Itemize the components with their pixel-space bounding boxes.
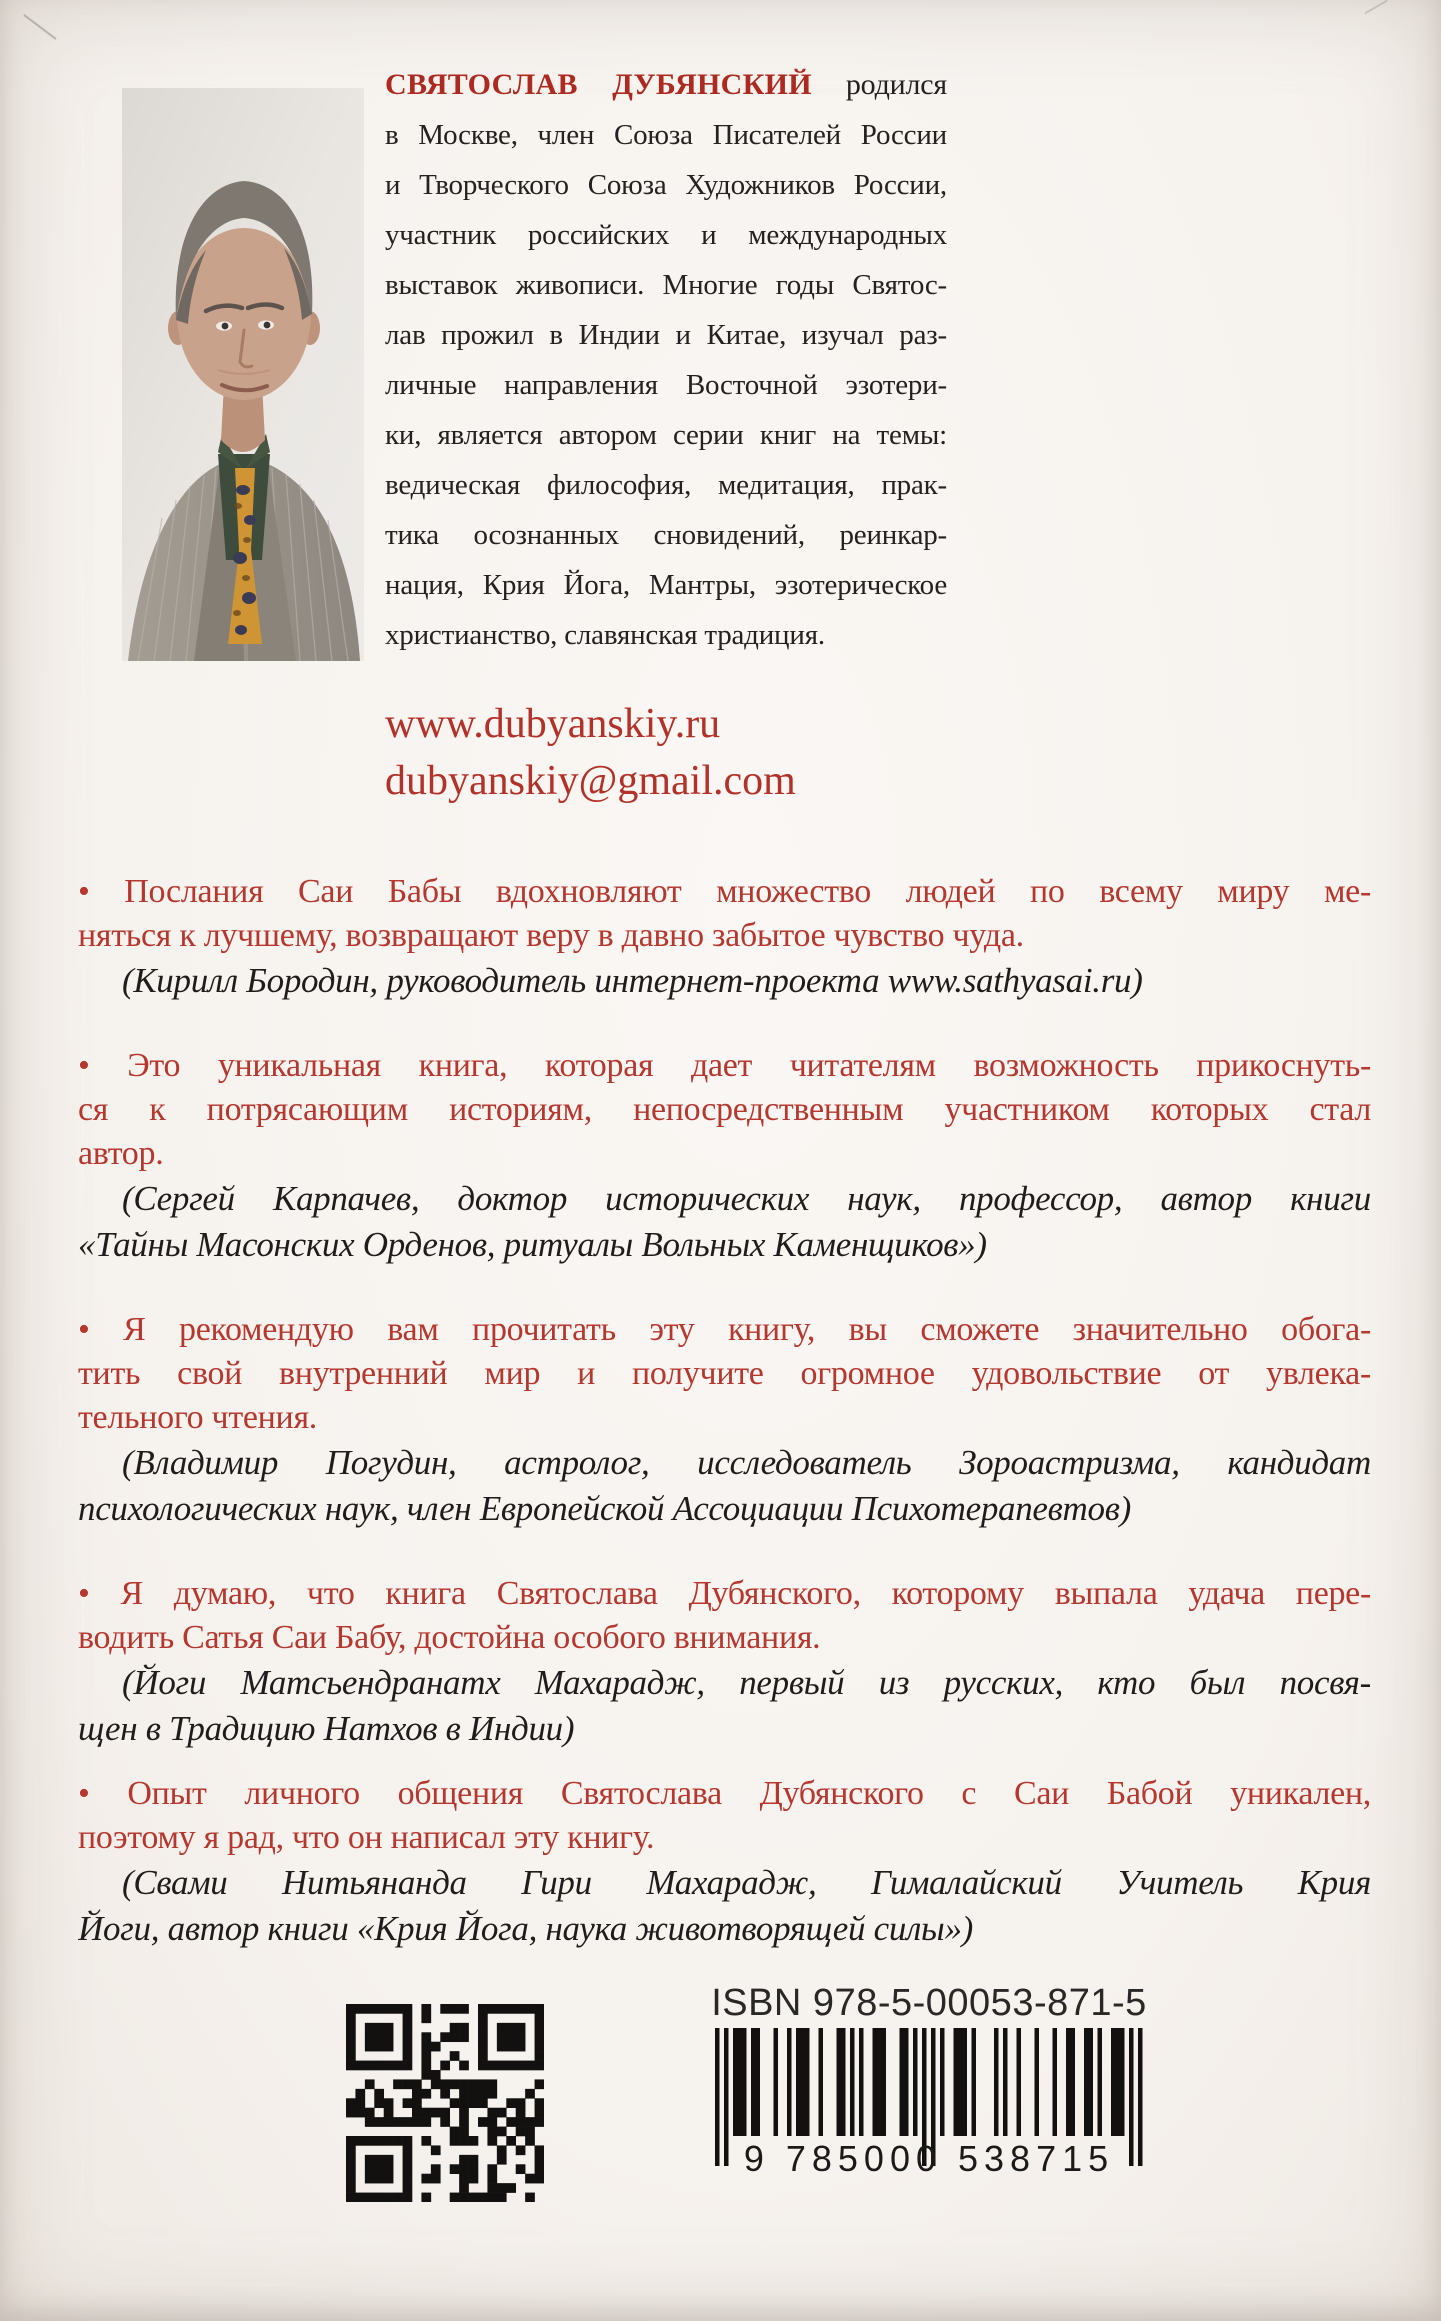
testimonial-attribution-line: (Владимир Погудин, астролог, исследователь Зороастризма, кандидат [122,1443,1371,1482]
testimonial [78,1044,1371,1268]
testimonial-quote-line: • Опыт личного общения Святослава Дубянского с Саи Бабой уникален, [78,1775,1371,1812]
isbn-label: ISBN 978-5-00053-871-5 [711,1982,1147,2024]
bio-line: выставок живописи. Многие годы Святос- [385,269,947,301]
testimonial-quote-line: автор. [78,1135,164,1172]
author-name: СВЯТОСЛАВ ДУБЯНСКИЙ [385,68,812,101]
bio-line: ки, является автором серии книг на темы: [385,419,947,451]
testimonial-quote-line: тить свой внутренний мир и получите огромное удовольствие от увлека- [78,1355,1371,1392]
bio-line: лав прожил в Индии и Китае, изучал раз- [385,319,947,351]
bio-title-line [385,60,947,110]
author-contacts [385,696,947,810]
testimonial-attribution-line: «Тайны Масонских Орденов, ритуалы Вольных Каменщиков») [78,1225,987,1264]
testimonial-attribution-line: (Сергей Карпачев, доктор исторических наук, профессор, автор книги [122,1179,1371,1218]
testimonial-quote-line: водить Сатья Саи Бабу, достойна особого внимания. [78,1619,821,1656]
bio-line: личные направления Восточной эзотери- [385,369,947,401]
testimonial-quote-line: ся к потрясающим историям, непосредственным участником которых стал [78,1091,1371,1128]
testimonials-list [78,870,1371,1952]
author-email-link[interactable]: dubyanskiy@gmail.com [385,758,796,804]
footer-section [0,1982,1441,2202]
testimonial [78,1308,1371,1532]
testimonial [78,1572,1371,1752]
bio-first-line-rest: родился [811,68,947,101]
bio-line: в Москве, член Союза Писателей России [385,119,947,151]
testimonial-attribution-line: (Свами Нитьянанда Гири Махарадж, Гималайский Учитель Крия [122,1863,1371,1902]
qr-code [346,2004,544,2202]
bio-line: тика осознанных сновидений, реинкар- [385,519,947,551]
testimonial-attribution-line: щен в Традицию Натхов в Индии) [78,1709,575,1748]
testimonial-quote-line: • Я думаю, что книга Святослава Дубянского, которому выпала удача пере- [78,1575,1371,1612]
testimonial-attribution-line: психологических наук, член Европейской Ассоциации Психотерапевтов) [78,1489,1131,1528]
testimonial-quote-line: поэтому я рад, что он написал эту книгу. [78,1819,655,1856]
author-portrait-illustration [122,88,364,661]
isbn-block [694,1982,1164,2180]
testimonial-attribution-line: Йоги, автор книги «Крия Йога, наука животворящей силы») [78,1909,974,1948]
bio-line: и Творческого Союза Художников России, [385,169,947,201]
bio-last-line: христианство, славянская традиция. [385,619,825,651]
testimonial-quote-line: • Это уникальная книга, которая дает читателям возможность прикоснуть- [78,1047,1371,1084]
testimonial-quote-line: • Послания Саи Бабы вдохновляют множество людей по всему миру ме- [78,873,1371,910]
author-website-link[interactable]: www.dubyanskiy.ru [385,701,721,747]
bio-lines [385,110,947,610]
testimonial-quote-line: • Я рекомендую вам прочитать эту книгу, вы сможете значительно обога- [78,1311,1371,1348]
testimonial-quote-line: тельного чтения. [78,1399,317,1436]
testimonial [78,1772,1371,1952]
qr-code-image [346,2004,544,2202]
barcode-digits: 9 785000 538715 [743,2138,1115,2179]
author-bio [385,60,947,810]
testimonial-quote-line: няться к лучшему, возвращают веру в давно забытое чувство чуда. [78,917,1024,954]
testimonial-attribution-line: (Йоги Матсьендранатх Махарадж, первый из русских, кто был посвя- [122,1663,1371,1702]
bio-line: нация, Крия Йога, Мантры, эзотерическое [385,569,947,601]
author-photo [122,88,364,661]
bio-line: ведическая философия, медитация, прак- [385,469,947,501]
bio-line: участник российских и международных [385,219,947,251]
author-section [0,0,1441,810]
testimonial [78,870,1371,1004]
testimonial-attribution-line: (Кирилл Бородин, руководитель интернет-проекта www.sathyasai.ru) [122,961,1143,1000]
